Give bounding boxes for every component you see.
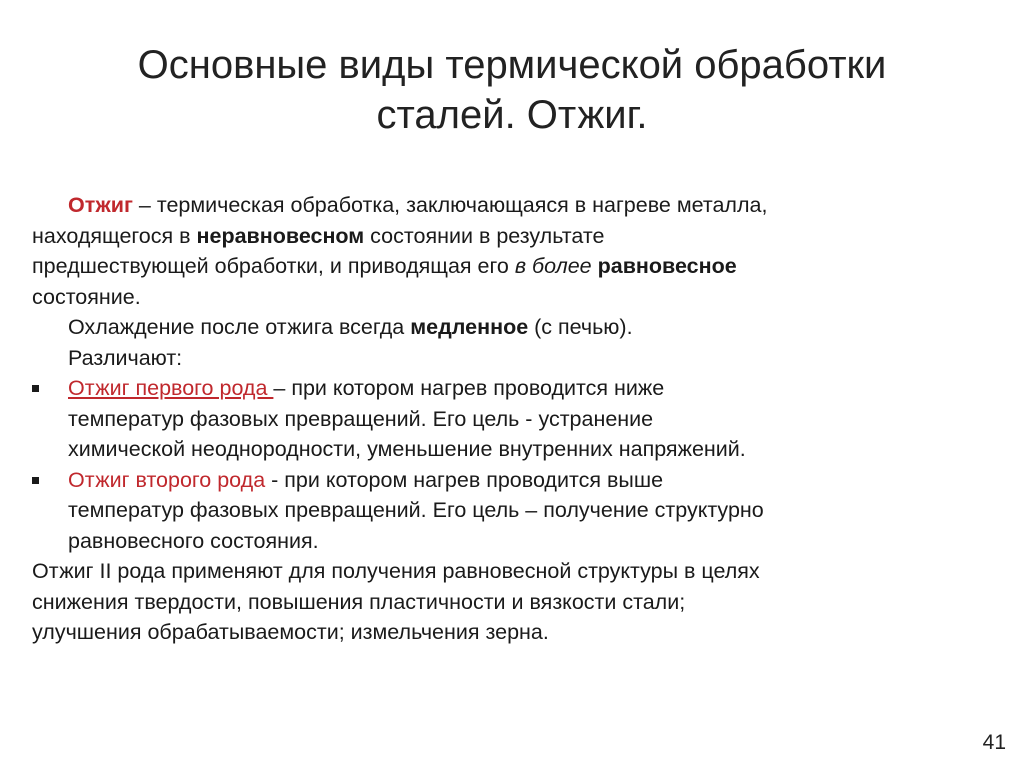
definition-line-1: Отжиг – термическая обработка, заключающаяся в нагреве металла,: [68, 193, 768, 217]
conclusion-line-1: Отжиг II рода применяют для получения равновесной структуры в целях: [32, 559, 760, 583]
conclusion-line-3: улучшения обрабатываемости; измельчения зерна.: [32, 620, 549, 644]
term-nonequilibrium: неравновесном: [196, 223, 365, 248]
slide-title-line-1: Основные виды термической обработки: [137, 43, 887, 87]
slide-body: [32, 190, 1007, 648]
slide-title-line-2: сталей. Отжиг.: [376, 93, 648, 137]
square-bullet-icon: [32, 477, 39, 484]
term-slow: медленное: [410, 315, 529, 339]
cooling-line: Охлаждение после отжига всегда медленное (с печью).: [68, 315, 633, 339]
term-first-kind: Отжиг первого рода: [68, 376, 274, 400]
definition-term: Отжиг: [68, 193, 133, 217]
term-equilibrium: равновесное: [597, 254, 737, 278]
list-item: Отжиг второго рода - при котором нагрев проводится выше температур фазовых превращений. Его цель – получение структурно равновесного состояния.: [32, 465, 1007, 557]
definition-line-2: находящегося в неравновесном состоянии в результате: [32, 223, 605, 248]
conclusion-line-2: снижения твердости, повышения пластичности и вязкости стали;: [32, 589, 686, 614]
slide-title: [60, 40, 964, 140]
definition-line-3: предшествующей обработки, и приводящая его в более равновесное: [32, 254, 737, 278]
distinguish-line: Различают:: [68, 345, 183, 370]
list-item: Отжиг первого рода – при котором нагрев проводится ниже температур фазовых превращений. Его цель - устранение химической неоднородности, уменьшение внутренних напряжений.: [32, 373, 1007, 465]
term-second-kind: Отжиг второго рода: [68, 467, 266, 492]
square-bullet-icon: [32, 385, 39, 392]
page-number: 41: [982, 731, 1006, 754]
definition-line-4: состояние.: [32, 284, 141, 309]
